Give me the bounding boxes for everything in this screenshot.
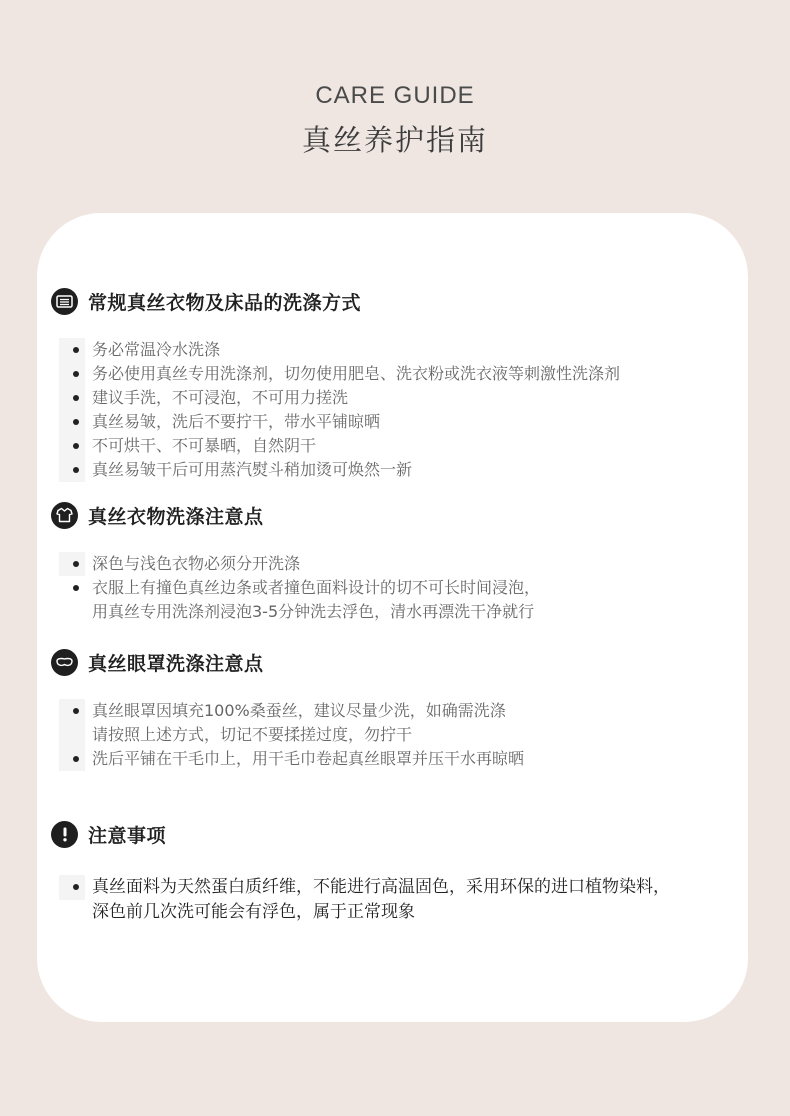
list-item: 深色前几次洗可能会有浮色，属于正常现象 xyxy=(92,902,415,922)
folded-clothes-icon xyxy=(51,288,78,315)
list-item: 深色与浅色衣物必须分开洗涤 xyxy=(59,552,540,576)
bullet-icon xyxy=(73,395,79,401)
bullet-icon xyxy=(73,419,79,425)
bullet-icon xyxy=(73,585,79,591)
bullet-icon xyxy=(73,443,79,449)
list-item: 务必常温冷水洗涤 xyxy=(59,338,620,362)
section-header xyxy=(51,819,166,849)
list-item: 真丝面料为天然蛋白质纤维，不能进行高温固色，采用环保的进口植物染料， xyxy=(59,875,670,900)
section-title: 注意事项 xyxy=(88,824,167,847)
bullet-icon xyxy=(73,467,79,473)
section-title: 真丝眼罩洗涤注意点 xyxy=(88,652,264,675)
list-item: 洗后平铺在干毛巾上，用干毛巾卷起真丝眼罩并压干水再晾晒 xyxy=(59,747,524,771)
header-chinese-title: 真丝养护指南 xyxy=(301,123,488,157)
care-guide-card xyxy=(37,213,748,1022)
bullet-icon xyxy=(73,708,79,714)
section-title: 常规真丝衣物及床品的洗涤方式 xyxy=(88,291,362,314)
bullet-icon xyxy=(73,371,79,377)
section-header xyxy=(51,647,264,677)
list-item: 不可烘干、不可暴晒，自然阴干 xyxy=(59,434,620,458)
list-item: 衣服上有撞色真丝边条或者撞色面料设计的切不可长时间浸泡， xyxy=(59,576,540,600)
section-list xyxy=(59,699,524,771)
section-header xyxy=(51,286,361,316)
list-item: 真丝易皱干后可用蒸汽熨斗稍加烫可焕然一新 xyxy=(59,458,620,482)
bullet-icon xyxy=(73,347,79,353)
bullet-icon xyxy=(73,561,79,567)
list-item: 真丝眼罩因填充100%桑蚕丝，建议尽量少洗，如确需洗涤 xyxy=(59,699,524,723)
exclamation-icon xyxy=(51,821,78,848)
list-item: 用真丝专用洗涤剂浸泡3-5分钟洗去浮色，清水再漂洗干净就行 xyxy=(92,602,535,621)
section-title: 真丝衣物洗涤注意点 xyxy=(88,505,264,528)
bullet-icon xyxy=(73,756,79,762)
bullet-icon xyxy=(73,884,79,890)
section-list xyxy=(59,552,540,624)
list-item: 真丝易皱，洗后不要拧干，带水平铺晾晒 xyxy=(59,410,620,434)
list-item: 务必使用真丝专用洗涤剂，切勿使用肥皂、洗衣粉或洗衣液等刺激性洗涤剂 xyxy=(59,362,620,386)
section-list xyxy=(59,338,620,482)
header-english-title: CARE GUIDE xyxy=(315,82,475,109)
eye-mask-icon xyxy=(51,649,78,676)
section-header xyxy=(51,500,264,530)
list-item: 请按照上述方式，切记不要揉搓过度，勿拧干 xyxy=(59,723,524,747)
shirt-icon xyxy=(51,502,78,529)
list-item: 建议手洗，不可浸泡，不可用力搓洗 xyxy=(59,386,620,410)
section-list xyxy=(59,875,670,925)
